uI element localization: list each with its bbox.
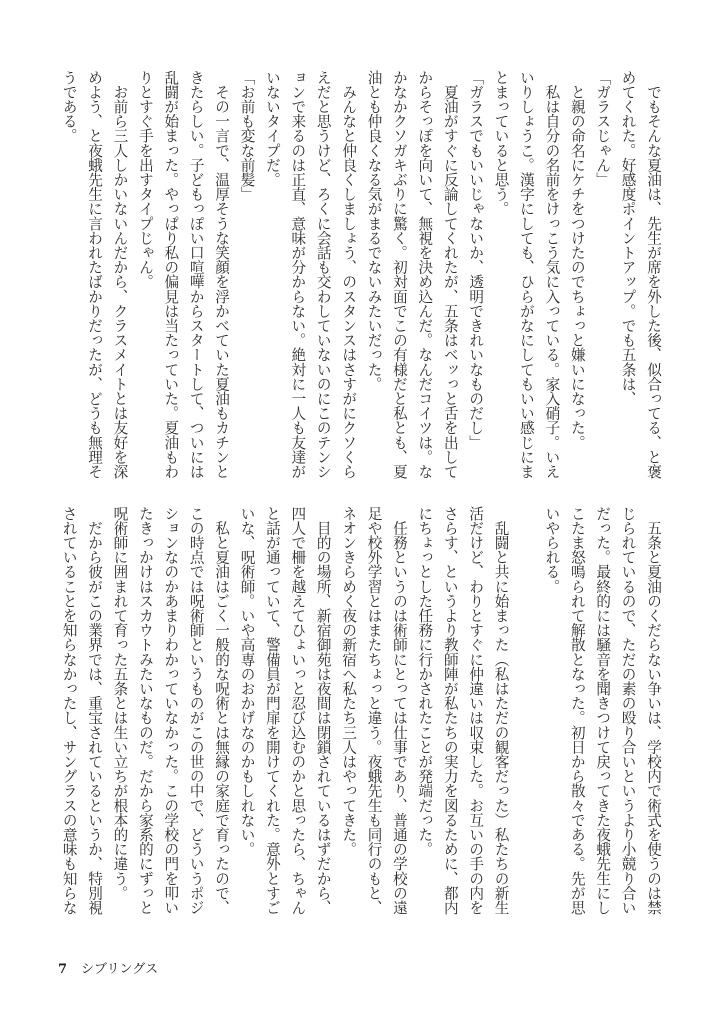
- text-column: お前ら三人しかいないんだから、クラスメイトとは友好を深: [111, 70, 129, 479]
- page-number: 7: [58, 962, 68, 977]
- text-column: 私は自分の名前をけっこう気に入っている。家入硝子。いえ: [543, 70, 561, 479]
- text-column: 「ガラスでもいいじゃないか、透明できれいなものだし」: [467, 70, 485, 450]
- text-column: 五条と夏油のくだらない争いは、学校内で術式を使うのは禁: [645, 506, 662, 915]
- text-column: 夏油がすぐに反論してくれたが、五条はベッっと舌を出して: [441, 70, 459, 479]
- text-column: いないタイプだ。: [263, 70, 281, 187]
- running-title: シブリングス: [81, 962, 159, 977]
- text-column: さらす、というより教師陣が私たちの実力を図るために、都内: [441, 506, 459, 915]
- text-column: 「ガラスじゃん」: [594, 70, 612, 187]
- text-column: りとすぐ手を出すタイプじゃん。: [136, 70, 154, 289]
- text-column: いな、呪術師。いや高専のおかげなのかもしれない。: [238, 506, 256, 857]
- text-column: いりしょうこ。漢字にしても、ひらがなにしてもいい感じにま: [517, 70, 535, 479]
- text-column: 乱闘と共に始まった（私はただの観客だった）私たちの新生: [492, 506, 510, 915]
- text-column: 乱闘が始まった。やっぱり私の偏見は当たっていた。夏油もわ: [162, 70, 180, 479]
- text-column: 四人で柵を越えてひょいっと忍び込むのかと思ったら、ちゃん: [289, 506, 307, 915]
- text-column: でもそんな夏油は、先生が席を外した後、似合ってる、と褒: [645, 70, 662, 479]
- text-column: 目的の場所、新宿御苑は夜間は閉鎖されているはずだから、: [314, 506, 332, 915]
- page-footer: [58, 958, 158, 977]
- text-column: じられているので、ただの素の殴り合いというより小競り合い: [619, 506, 637, 915]
- text-column: ョンで来るのは正直、意味が分からない。絶対に一人も友達が: [289, 70, 307, 479]
- text-column: めよう、と夜蛾先生に言われたばかりだったが、どうも無理そ: [86, 70, 104, 479]
- text-column: とまっていると思う。: [492, 70, 510, 216]
- text-column: めてくれた。好感度ポイントアップ。でも五条は、: [619, 70, 637, 406]
- text-column: たきっかけはスカウトみたいなものだ。だから家系的にずっと: [136, 506, 154, 915]
- text-column: だから彼がこの業界では、重宝されているというか、特別視: [86, 506, 104, 915]
- text-column: ションなのかあまりわかっていなかった。この学校の門を叩い: [162, 506, 180, 915]
- text-column: えだと思うけど、ろくに会話も交わしていないのにこのテンシ: [314, 70, 332, 479]
- text-column: こたま怒鳴られて解散となった。初日から散々である。先が思: [568, 506, 586, 915]
- text-column: 足や校外学習とはまたちょっと違う。夜蛾先生も同行のもと、: [365, 506, 383, 915]
- text-column: 任務というのは術師にとっては仕事であり、普通の学校の遠: [390, 506, 408, 915]
- text-column: と親の命名にケチをつけたのでちょっと嫌いになった。: [568, 70, 586, 450]
- text-column: と話が通っていて、警備員が門扉を開けてくれた。意外とすご: [263, 506, 281, 915]
- text-column: 油とも仲良くなる気がまるでないみたいだった。: [365, 70, 383, 392]
- text-column: うである。: [60, 70, 78, 143]
- text-column: だった。最終的には騒音を聞きつけて戻ってきた夜蛾先生にし: [594, 506, 612, 915]
- text-column: きたらしい。子どもっぽい口喧嘩からスタートして、ついには: [187, 70, 205, 479]
- text-column: 「お前も変な前髪」: [238, 70, 256, 202]
- text-column: [514, 506, 539, 916]
- text-column: かなかクソガキぶりに驚く。初対面でこの有様だと私とも、夏: [390, 70, 408, 479]
- text-column: 活だけど、わりとすぐに仲違いは収束した。お互いの手の内を: [467, 506, 485, 915]
- text-column: からそっぽを向いて、無視を決め込んだ。なんだコイツは。な: [416, 70, 434, 479]
- text-block-top: [56, 70, 666, 480]
- text-column: されていることを知らなかったし、サングラスの意味も知らな: [60, 506, 78, 915]
- text-column: ネオンきらめく夜の新宿へ私たち三人はやってきた。: [340, 506, 358, 857]
- text-column: この時点では呪術師というものがこの世の中で、どういうポジ: [187, 506, 205, 915]
- text-column: 呪術師に囲まれて育った五条とは生い立ちが根本的に違う。: [111, 506, 129, 901]
- text-column: みんなと仲良くしましょう、のスタンスはさすがにクソくら: [340, 70, 358, 479]
- text-block-bottom: [56, 506, 666, 916]
- text-column: にちょっとした任務に行かされたことが発端だった。: [416, 506, 434, 857]
- text-column: 私と夏油はごく一般的な呪術とは無縁の家庭で育ったので、: [213, 506, 231, 915]
- text-column: その一言で、温厚そうな笑顔を浮かべていた夏油もカチンと: [213, 70, 231, 479]
- text-column: いやられる。: [543, 506, 561, 594]
